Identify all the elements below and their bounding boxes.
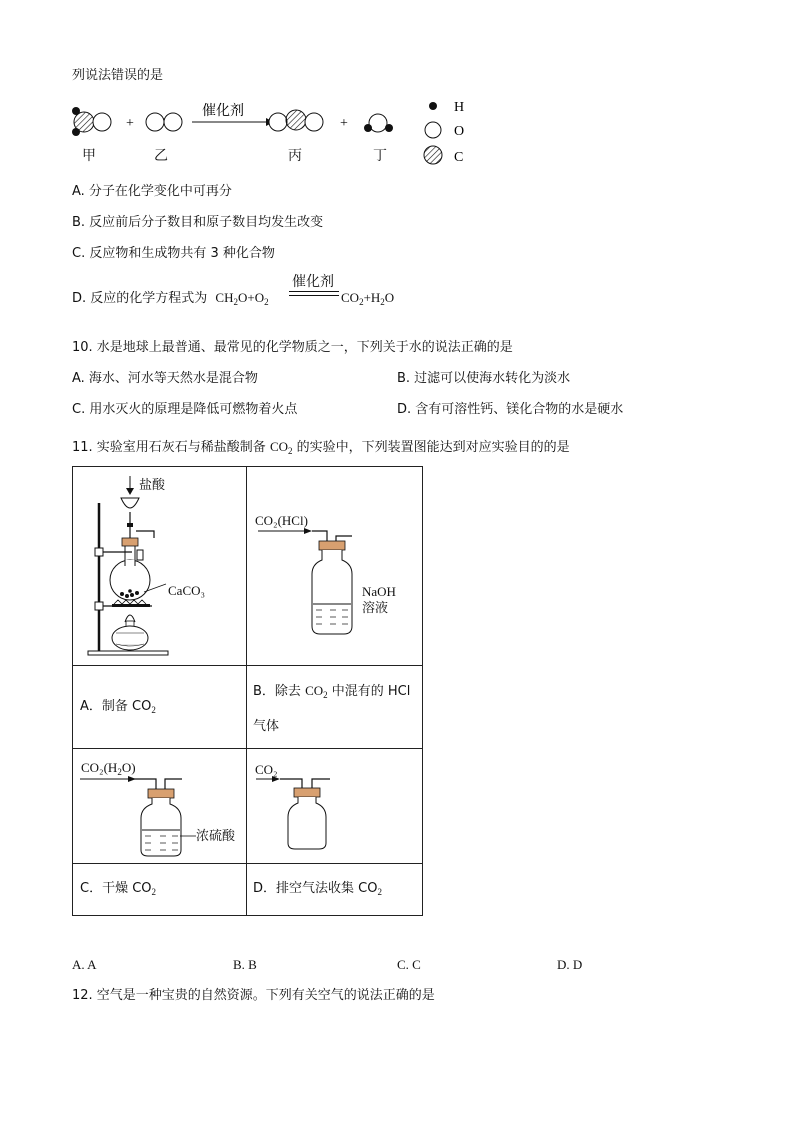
q9-option-d-products: $CO_2+H_2O$ [341, 290, 395, 307]
molecule-yi [146, 113, 182, 131]
legend-h-icon [429, 102, 437, 110]
label-yi: 乙 [154, 148, 168, 164]
equation-equals-bar [289, 291, 339, 296]
label-c: C．干燥 $CO_2$ [80, 881, 157, 897]
figure-a-solid-label: CaCO₃ [168, 583, 206, 598]
q11-stem-pre: 11. 实验室用石灰石与稀盐酸制备 [72, 440, 266, 455]
q12-stem: 12. 空气是一种宝贵的自然资源。下列有关空气的说法正确的是 [72, 988, 435, 1003]
figure-d-gas-label: CO₂ [255, 762, 278, 777]
q11-answer-b: B. B [233, 957, 257, 972]
label-d: D．排空气法收集 $CO_2$ [253, 881, 382, 897]
figure-b-solution-line1: NaOH [362, 584, 396, 599]
q11-answer-c: C. C [397, 957, 421, 972]
figure-a-apparatus [74, 468, 244, 663]
figure-b-apparatus [250, 470, 420, 662]
plus-sign-2: + [340, 116, 348, 131]
q9-option-d [72, 290, 269, 307]
figure-c-gas-post: O) [121, 760, 136, 775]
legend-o-icon [425, 122, 441, 138]
legend-c-icon [424, 146, 442, 164]
figure-c-acid-label: 浓硫酸 [196, 829, 236, 844]
q10-option-a: A. 海水、河水等天然水是混合物 [72, 371, 258, 386]
q10-option-b: B. 过滤可以使海水转化为淡水 [397, 371, 571, 386]
molecule-bing [269, 110, 323, 131]
catalyst-label: 催化剂 [202, 103, 244, 119]
molecule-ding [364, 114, 393, 132]
legend [424, 100, 464, 165]
plus-sign-1: + [126, 116, 134, 131]
label-b-pre: B．除去 [253, 684, 301, 699]
q9-stem: 列说法错误的是 [72, 68, 164, 83]
label-ding: 丁 [373, 148, 387, 164]
q11-answer-a: A. A [72, 957, 97, 972]
label-bing: 丙 [288, 148, 302, 164]
label-b-post: 中混有的 HCl [331, 684, 411, 699]
label-b [253, 683, 410, 700]
label-jia: 甲 [82, 148, 96, 164]
figure-c-gas-pre: CO₂(H [81, 760, 118, 775]
q11-stem-post: 的实验中，下列装置图能达到对应实验目的的是 [296, 440, 570, 455]
reaction-arrow [192, 118, 274, 126]
q11-stem-formula: $CO_2$ [269, 439, 293, 456]
q10-option-d: D. 含有可溶性钙、镁化合物的水是硬水 [397, 402, 624, 417]
reaction-diagram [60, 92, 480, 172]
q9-option-d-equation: $CH_2O+O_2$ [215, 290, 269, 307]
q10-option-c: C. 用水灭火的原理是降低可燃物着火点 [72, 402, 298, 417]
legend-o-label: O [454, 124, 465, 139]
legend-c-label: C [454, 150, 464, 165]
label-a-text: A．制备 CO [80, 699, 152, 714]
figure-b-solution-line2: 溶液 [362, 601, 389, 616]
q9-option-d-prefix: D. 反应的化学方程式为 [72, 291, 208, 306]
q11-stem [72, 439, 570, 456]
legend-h-label: H [454, 100, 465, 115]
label-b-formula: $CO_2$ [305, 683, 328, 700]
q10-stem: 10. 水是地球上最普通、最常见的化学物质之一，下列关于水的说法正确的是 [72, 340, 513, 355]
q9-option-b: B. 反应前后分子数目和原子数目均发生改变 [72, 215, 324, 230]
q9-option-d-catalyst: 催化剂 [292, 274, 334, 290]
figure-a-acid-label: 盐酸 [139, 478, 166, 493]
figure-b-gas-label: CO₂(HCl) [255, 513, 308, 528]
q9-option-a: A. 分子在化学变化中可再分 [72, 184, 232, 199]
label-d-text: D．排空气法收集 CO [253, 881, 378, 896]
label-b-line2: 气体 [253, 719, 280, 734]
figure-c-gas-label: $CO_2(H_2O)$ [81, 760, 136, 777]
molecule-jia [72, 107, 111, 136]
q11-answer-d: D. D [557, 957, 583, 972]
q9-option-c: C. 反应物和生成物共有 3 种化合物 [72, 246, 275, 261]
label-a: A．制备 $CO_2$ [80, 699, 156, 715]
label-c-text: C．干燥 CO [80, 881, 152, 896]
